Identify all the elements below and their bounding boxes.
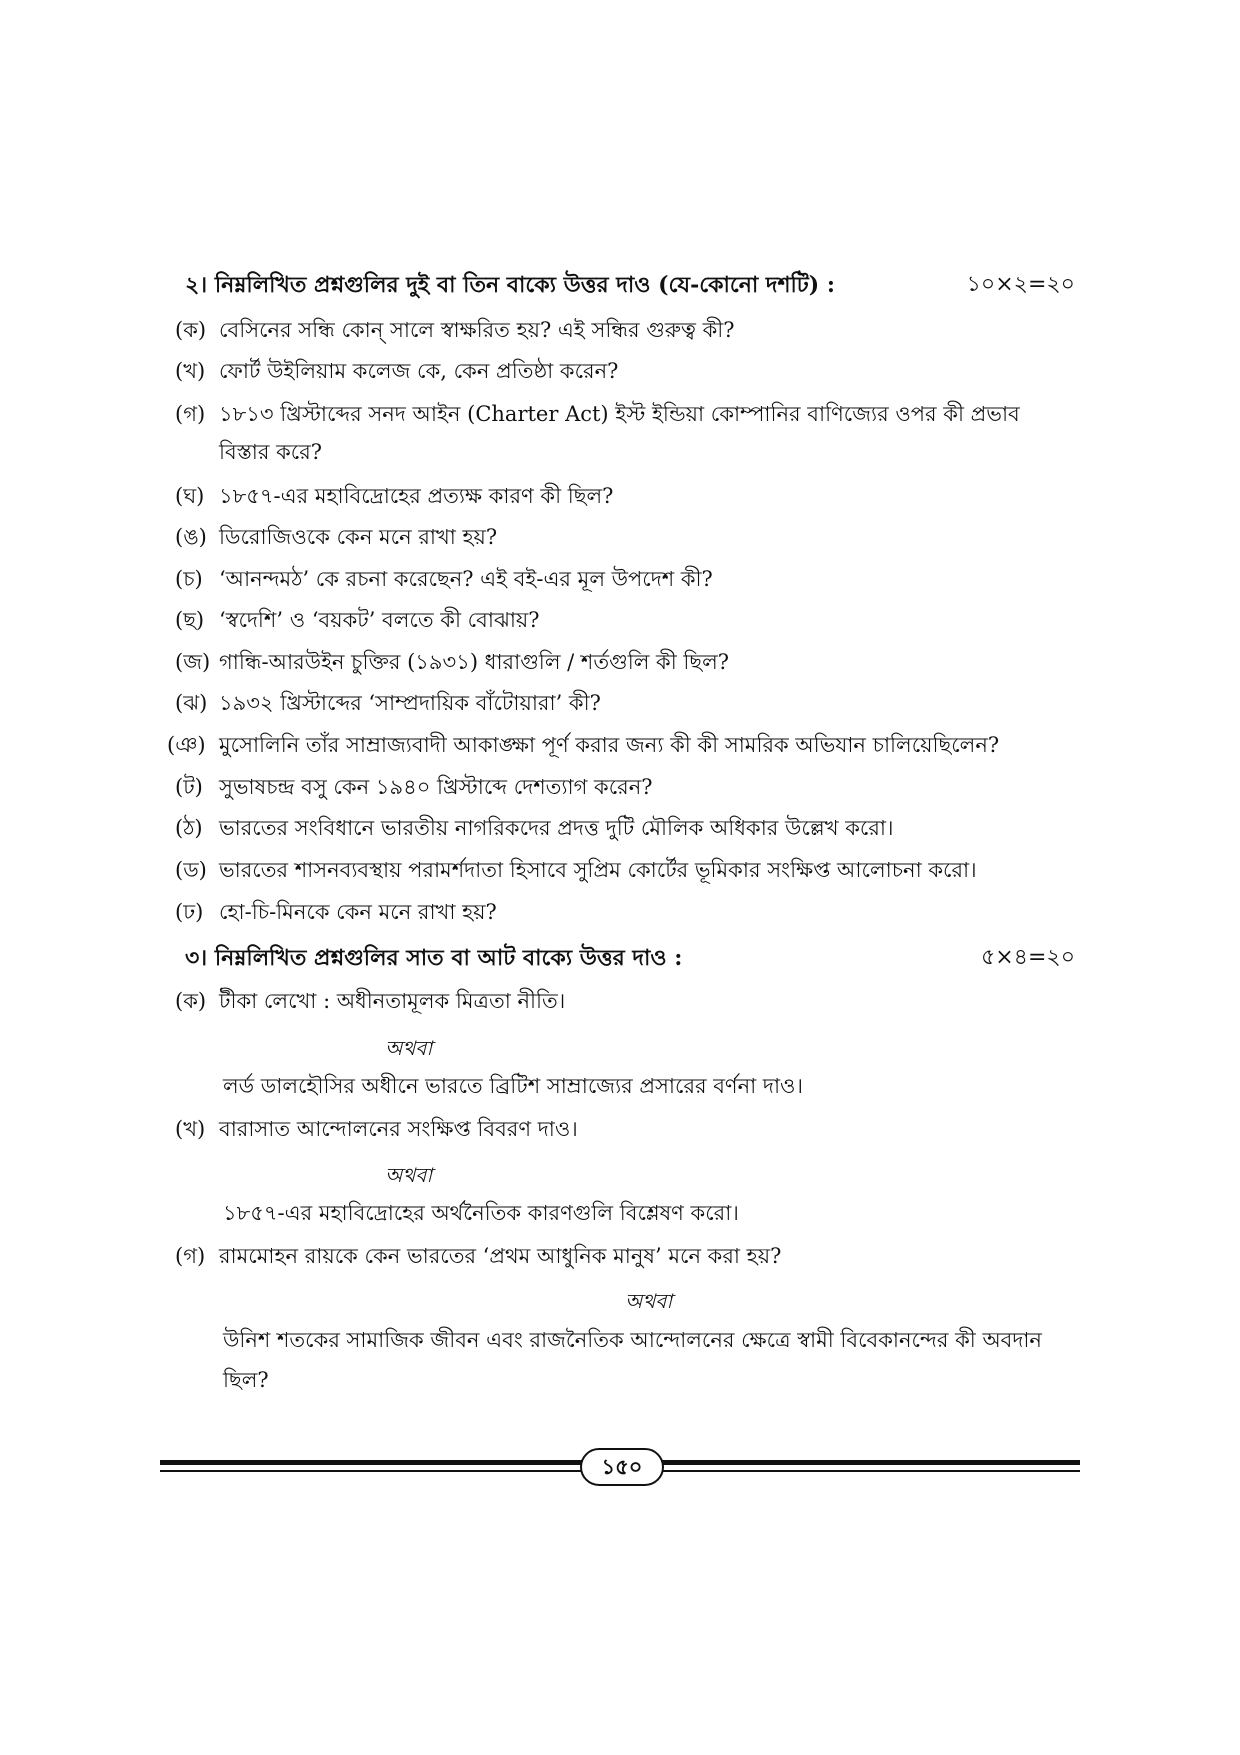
question-text: ‘আনন্দমঠ’ কে রচনা করেছেন? এই বই-এর মূল উপদেশ কী? bbox=[219, 567, 713, 591]
question-2-chha bbox=[175, 601, 1075, 639]
section-3-title: ৩। নিম্নলিখিত প্রশ্নগুলির সাত বা আট বাক্যে উত্তর দাও : bbox=[185, 945, 683, 971]
question-label: (ঠ) bbox=[175, 816, 203, 840]
question-text: হো-চি-মিনকে কেন মনে রাখা হয়? bbox=[219, 900, 497, 924]
question-2-ka bbox=[175, 311, 1075, 349]
section-3-marks: ৫×৪=২০ bbox=[980, 945, 1075, 970]
question-label: (ঘ) bbox=[175, 484, 205, 508]
question-text: বারাসাত আন্দোলনের সংক্ষিপ্ত বিবরণ দাও। bbox=[219, 1117, 578, 1141]
question-2-ttha bbox=[175, 809, 1075, 847]
question-label: (ঙ) bbox=[175, 525, 207, 549]
question-text: গান্ধি-আরউইন চুক্তির (১৯৩১) ধারাগুলি / শর্তগুলি কী ছিল? bbox=[219, 650, 730, 674]
question-label: (ট) bbox=[175, 775, 203, 799]
question-label: (ঞ) bbox=[167, 733, 206, 757]
section-2-marks: ১০×২=২০ bbox=[966, 272, 1075, 297]
question-text: ডিরোজিওকে কেন মনে রাখা হয়? bbox=[219, 525, 498, 549]
question-2-tta bbox=[175, 768, 1075, 806]
question-text: মুসোলিনি তাঁর সাম্রাজ্যবাদী আকাঙ্ক্ষা পূর্ণ করার জন্য কী কী সামরিক অভিযান চালিয়েছিলেন? bbox=[219, 733, 1000, 757]
question-3-ga bbox=[175, 1237, 1075, 1275]
section-2-title: ২। নিম্নলিখিত প্রশ্নগুলির দুই বা তিন বাক্যে উত্তর দাও (যে-কোনো দশটি) : bbox=[185, 272, 835, 298]
question-2-kha bbox=[175, 352, 1075, 390]
question-2-gha bbox=[175, 477, 1075, 515]
page-footer bbox=[160, 1440, 1080, 1490]
or-label: অথবা bbox=[385, 1036, 433, 1060]
question-3-ka bbox=[175, 982, 1075, 1020]
question-label: (গ) bbox=[175, 1244, 206, 1268]
question-label: (খ) bbox=[175, 359, 206, 383]
alternative-question: লর্ড ডালহৌসির অধীনে ভারতে ব্রিটিশ সাম্রাজ্যের প্রসারের বর্ণনা দাও। bbox=[223, 1074, 804, 1098]
question-label: (ঝ) bbox=[175, 691, 208, 715]
or-label: অথবা bbox=[385, 1163, 433, 1187]
question-text: ফোর্ট উইলিয়াম কলেজ কে, কেন প্রতিষ্ঠা করেন? bbox=[219, 359, 619, 383]
question-label: (ক) bbox=[175, 318, 207, 342]
question-text: ১৯৩২ খ্রিস্টাব্দের ‘সাম্প্রদায়িক বাঁটোয়ারা’ কী? bbox=[219, 691, 601, 715]
alternative-question: উনিশ শতকের সামাজিক জীবন এবং রাজনৈতিক আন্দোলনের ক্ষেত্রে স্বামী বিবেকানন্দের কী অবদান ছিল? bbox=[223, 1328, 1042, 1392]
question-label: (খ) bbox=[175, 1117, 206, 1141]
section-3-heading bbox=[185, 943, 1075, 973]
question-text: ১৮৫৭-এর মহাবিদ্রোহের প্রত্যক্ষ কারণ কী ছিল? bbox=[219, 484, 614, 508]
question-label: (ছ) bbox=[175, 608, 205, 632]
question-text: টীকা লেখো : অধীনতামূলক মিত্রতা নীতি। bbox=[219, 989, 566, 1013]
question-2-nga bbox=[175, 518, 1075, 556]
question-text: ১৮১৩ খ্রিস্টাব্দের সনদ আইন (Charter Act) ইস্ট ইন্ডিয়া কোম্পানির বাণিজ্যের ওপর কী প্রভাব বিস্তার করে? bbox=[219, 402, 1020, 464]
question-3-kha bbox=[175, 1110, 1075, 1148]
question-2-ga bbox=[175, 395, 1075, 471]
question-text: ভারতের শাসনব্যবস্থায় পরামর্শদাতা হিসাবে সুপ্রিম কোর্টের ভূমিকার সংক্ষিপ্ত আলোচনা করো। bbox=[219, 858, 977, 882]
question-text: বেসিনের সন্ধি কোন্ সালে স্বাক্ষরিত হয়? এই সন্ধির গুরুত্ব কী? bbox=[219, 318, 735, 342]
question-2-cha bbox=[175, 560, 1075, 598]
question-text: ভারতের সংবিধানে ভারতীয় নাগরিকদের প্রদত্ত দুটি মৌলিক অধিকার উল্লেখ করো। bbox=[219, 816, 894, 840]
question-text: ‘স্বদেশি’ ও ‘বয়কট’ বলতে কী বোঝায়? bbox=[219, 608, 540, 632]
question-2-nya bbox=[167, 726, 1075, 764]
question-text: সুভাষচন্দ্র বসু কেন ১৯৪০ খ্রিস্টাব্দে দেশত্যাগ করেন? bbox=[219, 775, 653, 799]
alternative-question: ১৮৫৭-এর মহাবিদ্রোহের অর্থনৈতিক কারণগুলি বিশ্লেষণ করো। bbox=[223, 1201, 739, 1225]
question-label: (গ) bbox=[175, 402, 206, 426]
question-label: (চ) bbox=[175, 567, 203, 591]
question-2-dda bbox=[175, 851, 1075, 889]
question-label: (জ) bbox=[175, 650, 211, 674]
question-2-jha bbox=[175, 684, 1075, 722]
page-number: ১৫০ bbox=[580, 1448, 664, 1486]
section-2-heading bbox=[185, 270, 1075, 300]
question-label: (ক) bbox=[175, 989, 207, 1013]
question-2-ja bbox=[175, 643, 1075, 681]
question-2-ddha bbox=[175, 893, 1075, 931]
or-label: অথবা bbox=[625, 1289, 673, 1313]
question-label: (ড) bbox=[175, 858, 207, 882]
question-text: রামমোহন রায়কে কেন ভারতের ‘প্রথম আধুনিক মানুষ’ মনে করা হয়? bbox=[219, 1244, 782, 1268]
question-label: (ঢ) bbox=[175, 900, 204, 924]
